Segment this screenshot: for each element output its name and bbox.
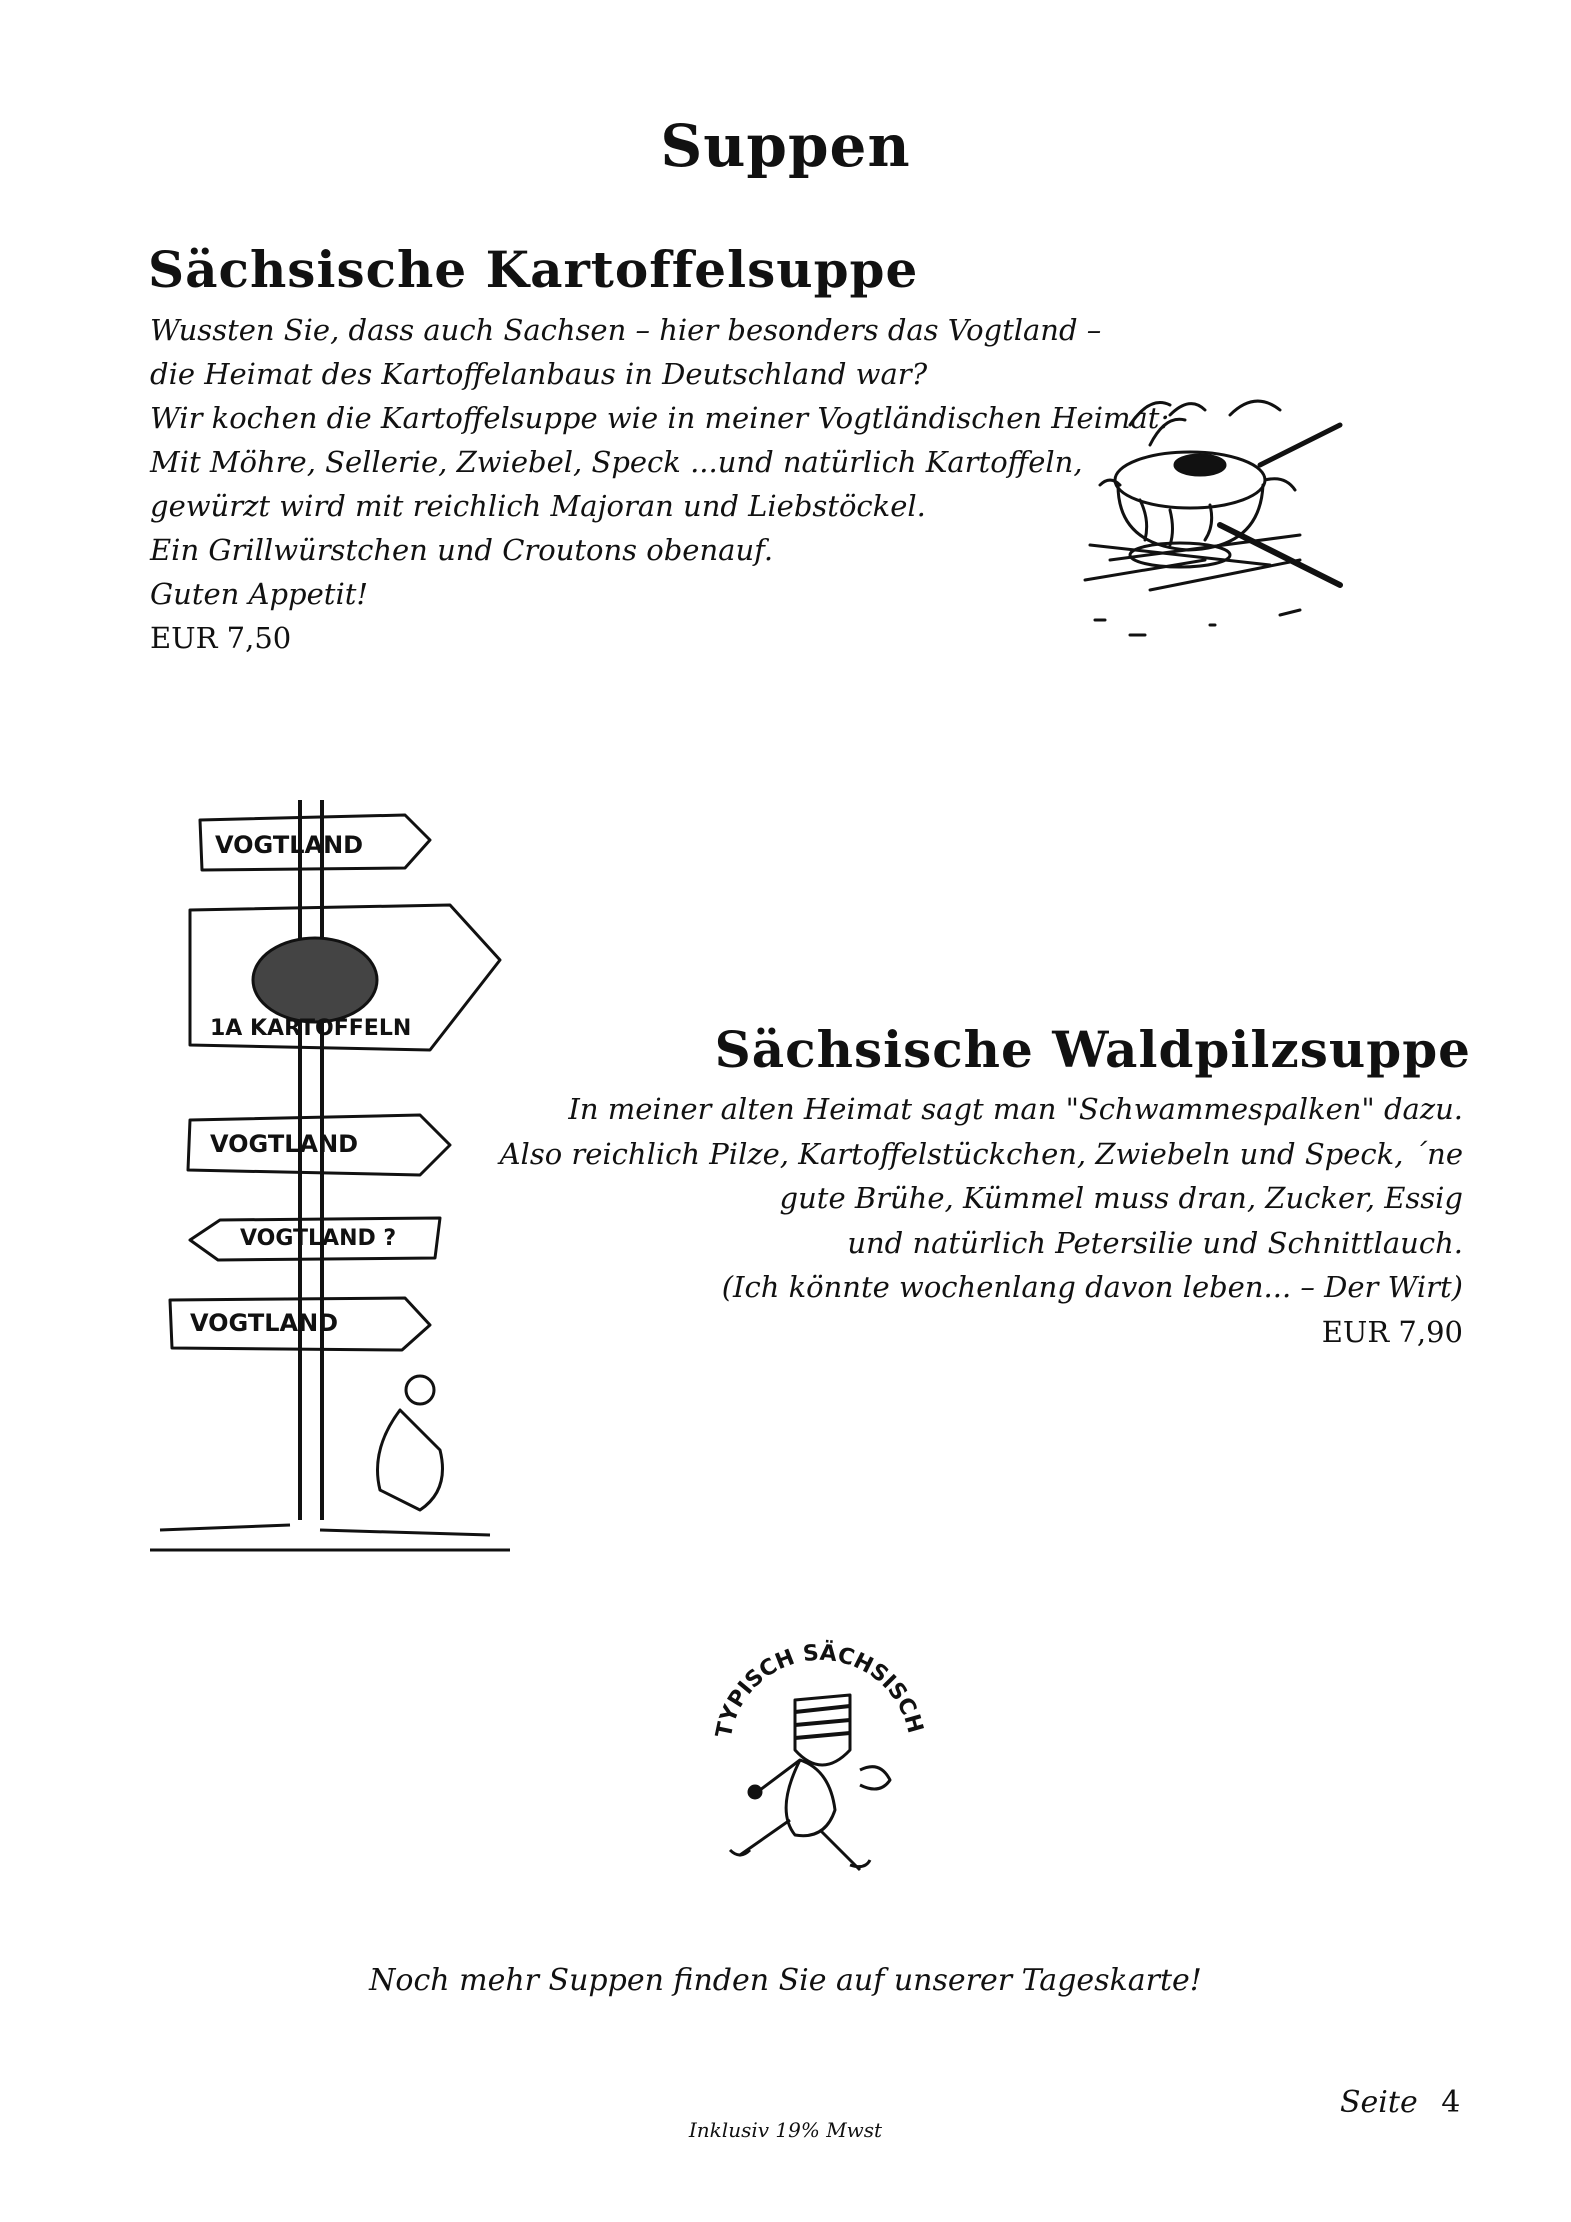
soup1-price: EUR 7,50: [150, 621, 292, 655]
sign-2: 1A KARTOFFELN: [210, 1016, 412, 1041]
soup2-title: Sächsische Waldpilzsuppe: [714, 1020, 1471, 1079]
soup2-price: EUR 7,90: [1321, 1314, 1463, 1349]
tax-note: Inklusiv 19% Mwst: [688, 2118, 883, 2142]
soup2-description: [500, 1087, 1463, 1354]
soup1-line: Wir kochen die Kartoffelsuppe wie in meiner Vogtländischen Heimat:: [150, 401, 1170, 435]
soup1-line: Mit Möhre, Sellerie, Zwiebel, Speck ...und natürlich Kartoffeln,: [150, 445, 1083, 479]
soup2-line: In meiner alten Heimat sagt man "Schwammespalken" dazu.: [568, 1092, 1463, 1126]
soup1-line: die Heimat des Kartoffelanbaus in Deutschland war?: [150, 357, 928, 391]
soup1-title: Sächsische Kartoffelsuppe: [148, 240, 919, 299]
soup1-line: Ein Grillwürstchen und Croutons obenauf.: [150, 533, 774, 567]
soup1-line: gewürzt wird mit reichlich Majoran und Liebstöckel.: [150, 489, 926, 523]
sign-1: VOGTLAND: [215, 831, 364, 859]
cooking-pot-icon: [1070, 385, 1370, 675]
sign-5: VOGTLAND: [190, 1309, 339, 1337]
soup2-line: (Ich könnte wochenlang davon leben... – Der Wirt): [721, 1270, 1463, 1304]
page-number: [1340, 2085, 1460, 2120]
page-title: Suppen: [660, 112, 911, 180]
page-number-value: 4: [1441, 2085, 1461, 2120]
sign-4: VOGTLAND ?: [240, 1226, 397, 1251]
stamp-text: TYPISCH SÄCHSISCH: [711, 1640, 928, 1740]
soup1-line: Wussten Sie, dass auch Sachsen – hier besonders das Vogtland –: [150, 313, 1102, 347]
sign-3: VOGTLAND: [210, 1130, 359, 1158]
soup2-line: und natürlich Petersilie und Schnittlauch.: [847, 1225, 1463, 1260]
soup1-line: Guten Appetit!: [150, 577, 369, 611]
signpost-icon: [130, 790, 530, 1550]
saxon-cook-icon: [700, 1640, 940, 1900]
soup1-description: [150, 308, 1169, 660]
footer-note: Noch mehr Suppen finden Sie auf unserer Tageskarte!: [369, 1963, 1202, 1998]
soup2-line: Also reichlich Pilze, Kartoffelstückchen, Zwiebeln und Speck, ´ne: [499, 1136, 1463, 1171]
page-label: Seite: [1340, 2085, 1418, 2120]
svg-text:TYPISCH SÄCHSISCH: [712, 1640, 928, 1740]
soup2-line: gute Brühe, Kümmel muss dran, Zucker, Essig: [779, 1181, 1463, 1215]
